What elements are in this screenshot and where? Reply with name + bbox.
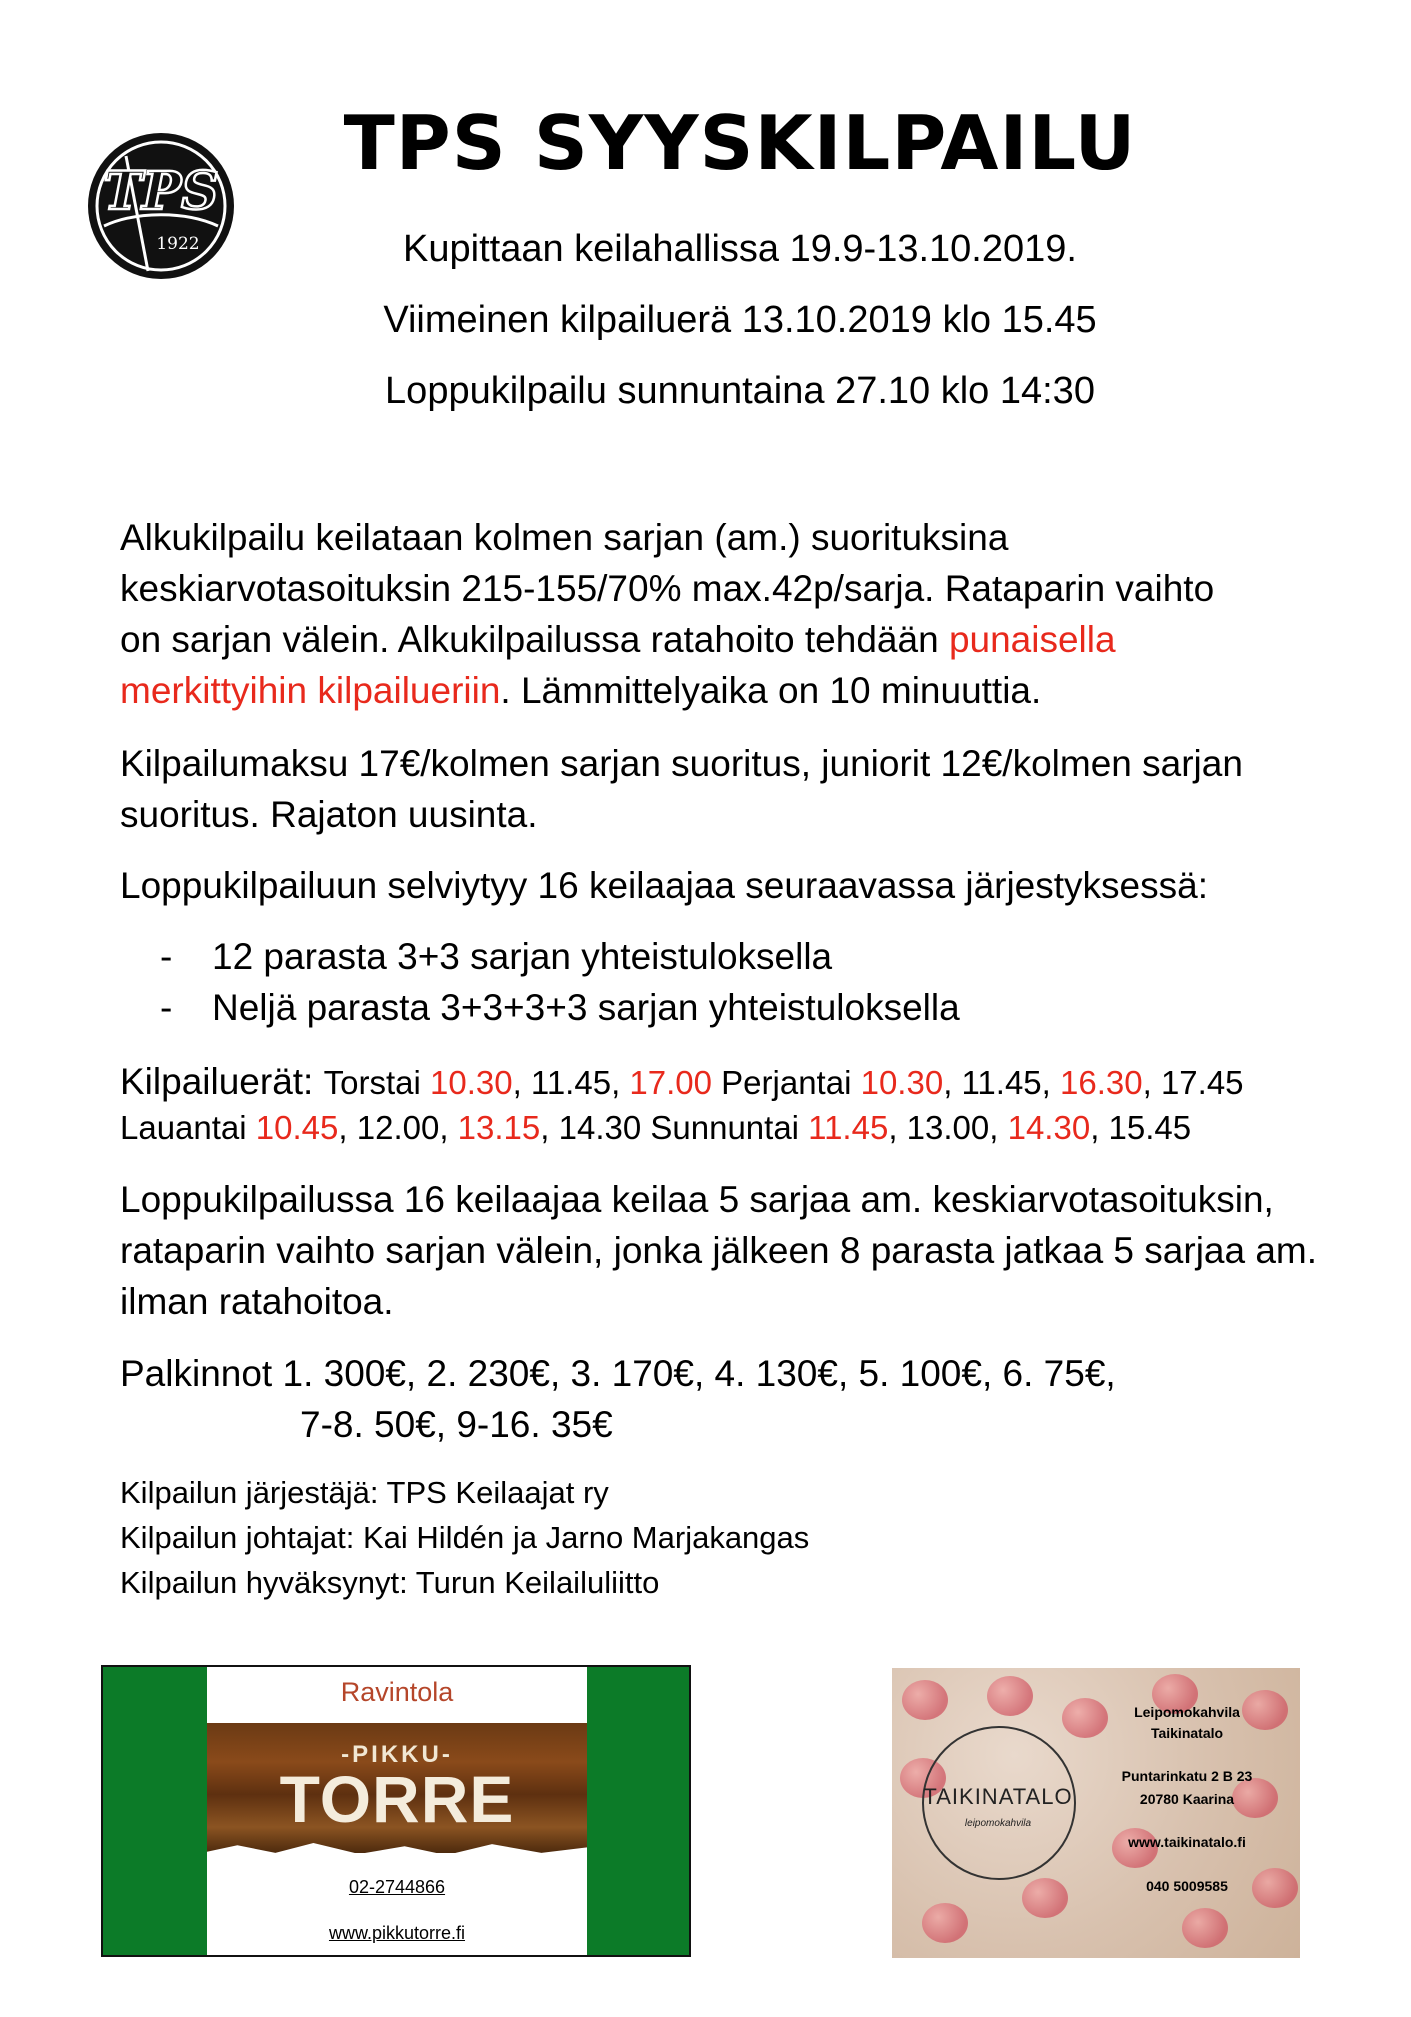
separator: , xyxy=(512,1064,531,1101)
separator: , xyxy=(540,1109,559,1146)
separator: , xyxy=(1090,1109,1109,1146)
sponsor2-city: 20780 Kaarina xyxy=(1139,1791,1235,1807)
sponsor2-web-link[interactable]: www.taikinatalo.fi xyxy=(1128,1834,1246,1850)
bullet-item xyxy=(160,982,960,1033)
time-slot: 10.30 xyxy=(860,1064,944,1101)
time-slot: 14.30 xyxy=(558,1109,642,1146)
schedule-line-2 xyxy=(120,1106,1191,1157)
logo-year: 1922 xyxy=(156,234,200,254)
bullet-text: 12 parasta 3+3 sarjan yhteistuloksella xyxy=(212,936,833,977)
intro-text-b: . Lämmittelyaika on 10 minuuttia. xyxy=(500,670,1042,711)
venue-line: Kupittaan keilahallissa 19.9-13.10.2019. xyxy=(403,228,1077,270)
bullet-text: Neljä parasta 3+3+3+3 sarjan yhteistuloksella xyxy=(212,987,960,1028)
separator: , xyxy=(943,1064,962,1101)
berry-decoration xyxy=(987,1676,1033,1716)
separator: , xyxy=(1041,1064,1061,1101)
prizes-line-2: 7-8. 50€, 9-16. 35€ xyxy=(300,1404,613,1445)
sponsor-pikku: -PIKKU- xyxy=(341,1741,453,1768)
tps-logo xyxy=(86,131,236,281)
fee-paragraph: Kilpailumaksu 17€/kolmen sarjan suoritus, juniorit 12€/kolmen sarjan suoritus. Rajaton uusinta. xyxy=(120,743,1243,835)
approved-line: Kilpailun hyväksynyt: Turun Keilailuliitto xyxy=(120,1565,660,1600)
last-round-line: Viimeinen kilpailuerä 13.10.2019 klo 15.45 xyxy=(383,299,1097,341)
logo-text: TPS xyxy=(103,161,219,222)
intro-paragraph xyxy=(120,512,1250,716)
separator: , xyxy=(611,1064,630,1101)
time-slot: 15.45 xyxy=(1108,1109,1192,1146)
berry-decoration xyxy=(902,1680,948,1720)
day-saturday: Lauantai xyxy=(120,1109,256,1146)
berry-decoration xyxy=(922,1903,968,1943)
berry-decoration xyxy=(1182,1908,1228,1948)
sponsor-web-link[interactable]: www.pikkutorre.fi xyxy=(328,1923,466,1943)
time-slot: 10.30 xyxy=(429,1064,513,1101)
directors-line: Kilpailun johtajat: Kai Hildén ja Jarno Marjakangas xyxy=(120,1520,810,1555)
sponsor-panel xyxy=(207,1667,587,1955)
day-thursday: Torstai xyxy=(323,1064,430,1101)
time-slot: 14.30 xyxy=(1007,1109,1091,1146)
sponsor-pikkutorre xyxy=(101,1665,691,1957)
time-slot: 12.00 xyxy=(356,1109,440,1146)
time-slot: 17.45 xyxy=(1160,1064,1244,1101)
separator: , xyxy=(989,1109,1008,1146)
bullet-dash: - xyxy=(160,987,173,1028)
time-slot: 17.00 xyxy=(629,1064,712,1101)
time-slot: 16.30 xyxy=(1060,1064,1143,1101)
organizer-line: Kilpailun järjestäjä: TPS Keilaajat ry xyxy=(120,1475,609,1510)
time-slot: 11.45 xyxy=(530,1064,612,1101)
sponsor2-line2: Taikinatalo xyxy=(1150,1725,1224,1741)
brand-name: TAIKINATALO xyxy=(923,1784,1073,1809)
sponsor2-phone: 040 5009585 xyxy=(1146,1878,1228,1894)
intro-text-a: Alkukilpailu keilataan kolmen sarjan (am.) suorituksina keskiarvotasoituksin 215-155/70% max.42p/sarja. Rataparin vaihto on sarjan välein. Alkukilpailussa ratahoito tehdään xyxy=(120,517,1215,660)
prizes-line-1: Palkinnot 1. 300€, 2. 230€, 3. 170€, 4. 130€, 5. 100€, 6. 75€, xyxy=(120,1353,1116,1394)
bullet-item xyxy=(160,931,832,982)
sponsor2-line1: Leipomokahvila xyxy=(1134,1704,1240,1720)
final-date-line: Loppukilpailu sunnuntaina 27.10 klo 14:30 xyxy=(385,370,1095,412)
separator: , xyxy=(338,1109,357,1146)
separator: , xyxy=(1142,1064,1161,1101)
sponsor-taikinatalo xyxy=(892,1668,1300,1958)
sponsor-torre: TORRE xyxy=(279,1762,515,1836)
berry-decoration xyxy=(1022,1878,1068,1918)
final-paragraph: Loppukilpailussa 16 keilaajaa keilaa 5 sarjaa am. keskiarvotasoituksin, rataparin vaihto sarjan välein, jonka jälkeen 8 parasta jatkaa 5 sarjaa am. ilman ratahoitoa. xyxy=(120,1179,1318,1322)
sponsor-phone[interactable]: 02-2744866 xyxy=(348,1877,446,1897)
qualify-paragraph: Loppukilpailuun selviytyy 16 keilaajaa seuraavassa järjestyksessä: xyxy=(120,865,1208,906)
time-slot: 11.45 xyxy=(808,1109,889,1146)
bullet-dash: - xyxy=(160,936,173,977)
schedule-label: Kilpailuerät: xyxy=(120,1061,324,1102)
day-friday: Perjantai xyxy=(712,1064,861,1101)
time-slot: 13.15 xyxy=(457,1109,541,1146)
separator: , xyxy=(888,1109,907,1146)
day-sunday: Sunnuntai xyxy=(641,1109,809,1146)
sponsor2-street: Puntarinkatu 2 B 23 xyxy=(1121,1768,1253,1784)
time-slot: 11.45 xyxy=(961,1064,1042,1101)
sponsor-restaurant-label: Ravintola xyxy=(340,1677,454,1707)
page-title: TPS SYYSKILPAILU xyxy=(343,99,1137,187)
separator: , xyxy=(439,1109,458,1146)
brand-subtitle: leipomokahvila xyxy=(964,1818,1032,1829)
time-slot: 10.45 xyxy=(255,1109,339,1146)
time-slot: 13.00 xyxy=(906,1109,990,1146)
intro-red-text: punaisella merkittyihin kilpailueriin xyxy=(120,619,1116,711)
